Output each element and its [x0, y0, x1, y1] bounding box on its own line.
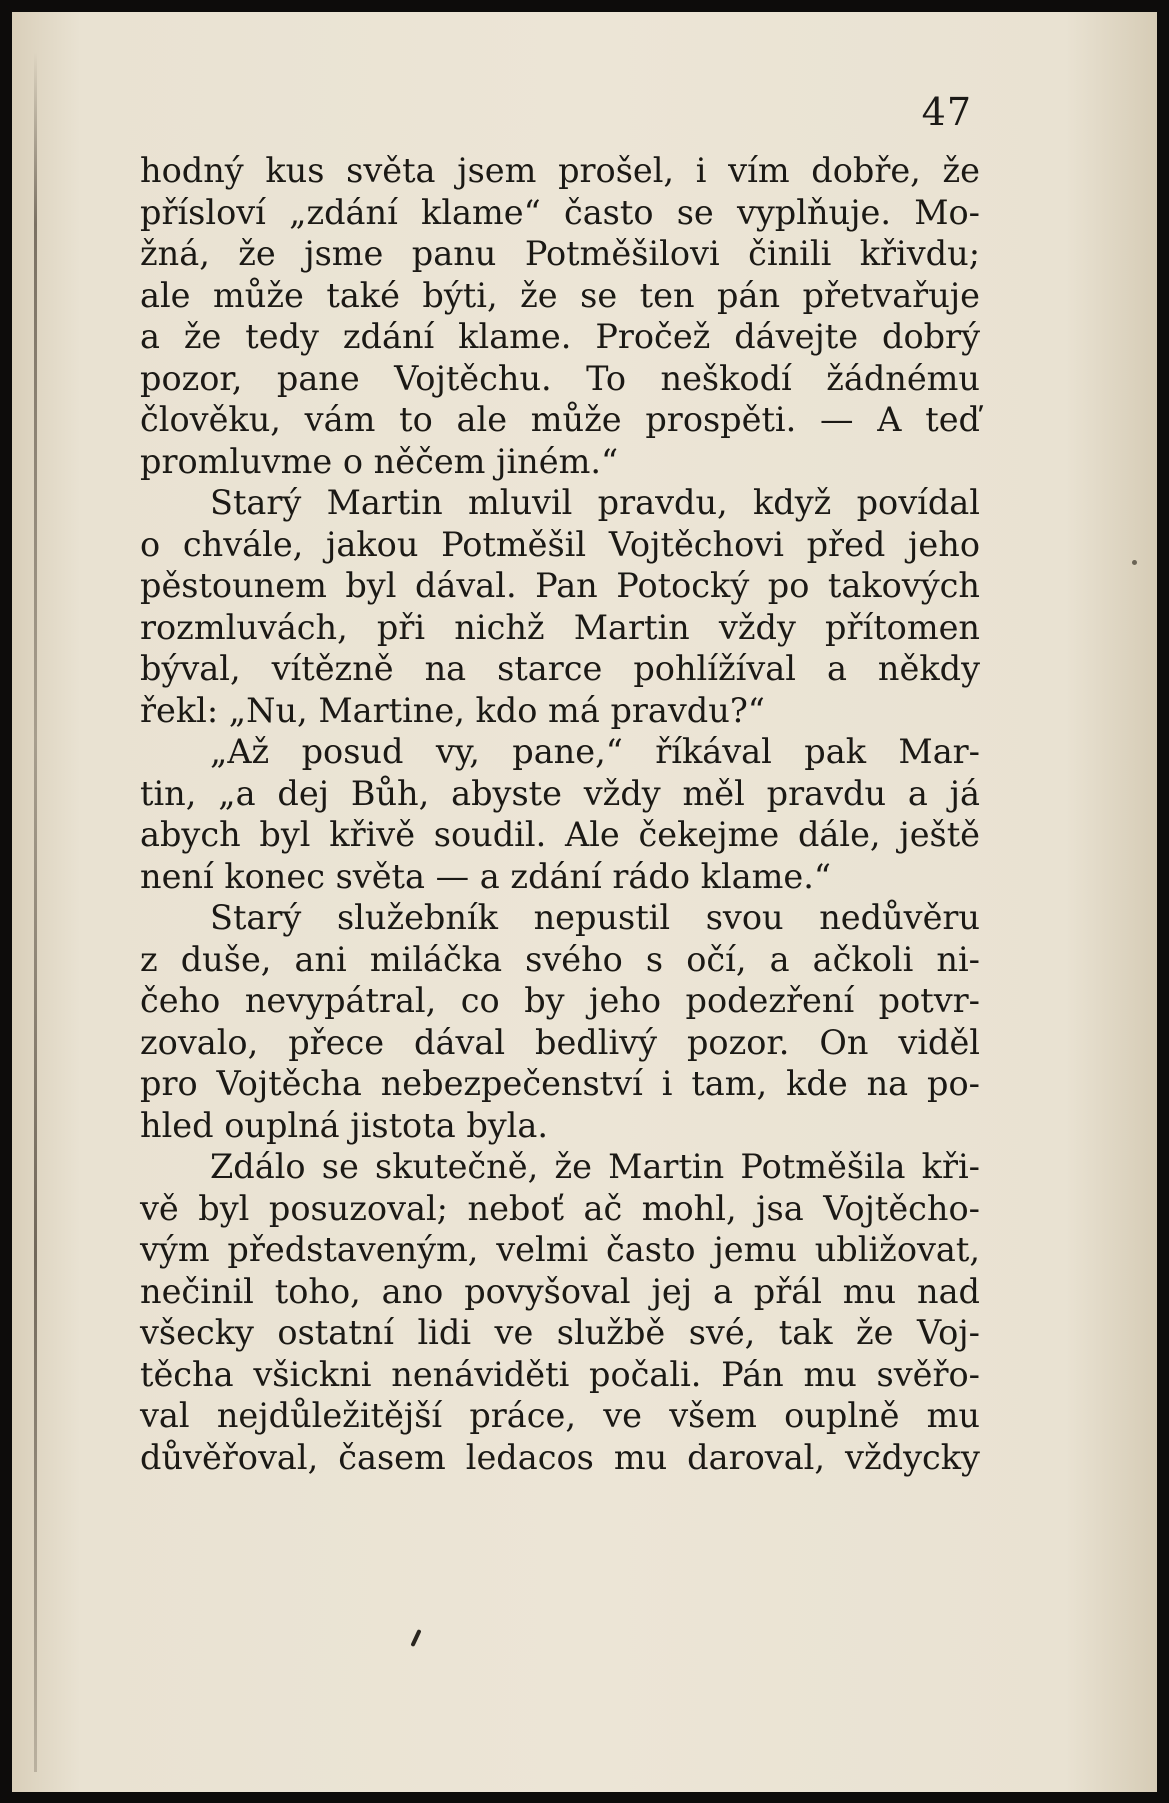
text-line: býval, vítězně na starce pohlížíval a někdy: [140, 649, 980, 688]
text-line: není konec světa — a zdání rádo klame.“: [140, 856, 832, 896]
text-line: rozmluvách, při nichž Martin vždy přítomen: [140, 607, 980, 647]
text-line: žná, že jsme panu Potměšilovi činili křivdu;: [140, 234, 980, 273]
text-line: těcha všickni nenáviděti počali. Pán mu svěřo-: [140, 1354, 980, 1394]
page-edge-shadow: [34, 52, 37, 1772]
text-line: čeho nevypátral, co by jeho podezření potvr-: [140, 981, 980, 1020]
text-line: o chvále, jakou Potměšil Vojtěchovi před jeho: [140, 524, 980, 564]
text-line: nečinil toho, ano povyšoval jej a přál mu nad: [140, 1271, 980, 1311]
book-page: [12, 12, 1157, 1792]
text-line: všecky ostatní lidi ve službě své, tak že Voj-: [140, 1313, 980, 1352]
text-line: vě byl posuzoval; neboť ač mohl, jsa Vojtěcho-: [140, 1188, 980, 1228]
text-line: hodný kus světa jsem prošel, i vím dobře, že: [140, 151, 980, 190]
text-line: důvěřoval, časem ledacos mu daroval, vždycky: [140, 1437, 980, 1477]
text-line: val nejdůležitější práce, ve všem ouplně mu: [140, 1396, 980, 1435]
text-line: přísloví „zdání klame“ často se vyplňuje. Mo-: [140, 192, 980, 232]
text-line: pro Vojtěcha nebezpečenství i tam, kde na po-: [140, 1064, 980, 1103]
paper-speck: [1132, 560, 1137, 565]
body-text: [140, 150, 980, 1478]
page-number: 47: [921, 90, 972, 134]
text-line: pozor, pane Vojtěchu. To neškodí žádnému: [140, 358, 980, 398]
text-line: pěstounem byl dával. Pan Potocký po takových: [140, 566, 980, 605]
text-line: abych byl křivě soudil. Ale čekejme dále, ještě: [140, 815, 980, 854]
text-line: „Až posud vy, pane,“ říkával pak Mar-: [210, 732, 980, 771]
text-line: řekl: „Nu, Martine, kdo má pravdu?“: [140, 690, 765, 730]
text-line: Starý služebník nepustil svou nedůvěru: [210, 898, 980, 937]
text-line: vým představeným, velmi často jemu ubližovat,: [140, 1230, 980, 1269]
text-line: hled ouplná jistota byla.: [140, 1105, 549, 1145]
text-line: tin, „a dej Bůh, abyste vždy měl pravdu a já: [140, 773, 980, 813]
text-line: a že tedy zdání klame. Pročež dávejte dobrý: [140, 317, 980, 356]
text-line: člověku, vám to ale může prospěti. — A teď: [140, 400, 980, 439]
text-line: Starý Martin mluvil pravdu, když povídal: [210, 483, 980, 522]
text-line: z duše, ani miláčka svého s očí, a ačkoli ni-: [140, 939, 980, 979]
text-line: ale může také býti, že se ten pán přetvařuje: [140, 275, 980, 315]
ink-mark: [410, 1629, 421, 1647]
text-line: zovalo, přece dával bedlivý pozor. On viděl: [140, 1022, 980, 1062]
text-line: Zdálo se skutečně, že Martin Potměšila kři-: [210, 1147, 980, 1186]
text-line: promluvme o něčem jiném.“: [140, 441, 619, 481]
